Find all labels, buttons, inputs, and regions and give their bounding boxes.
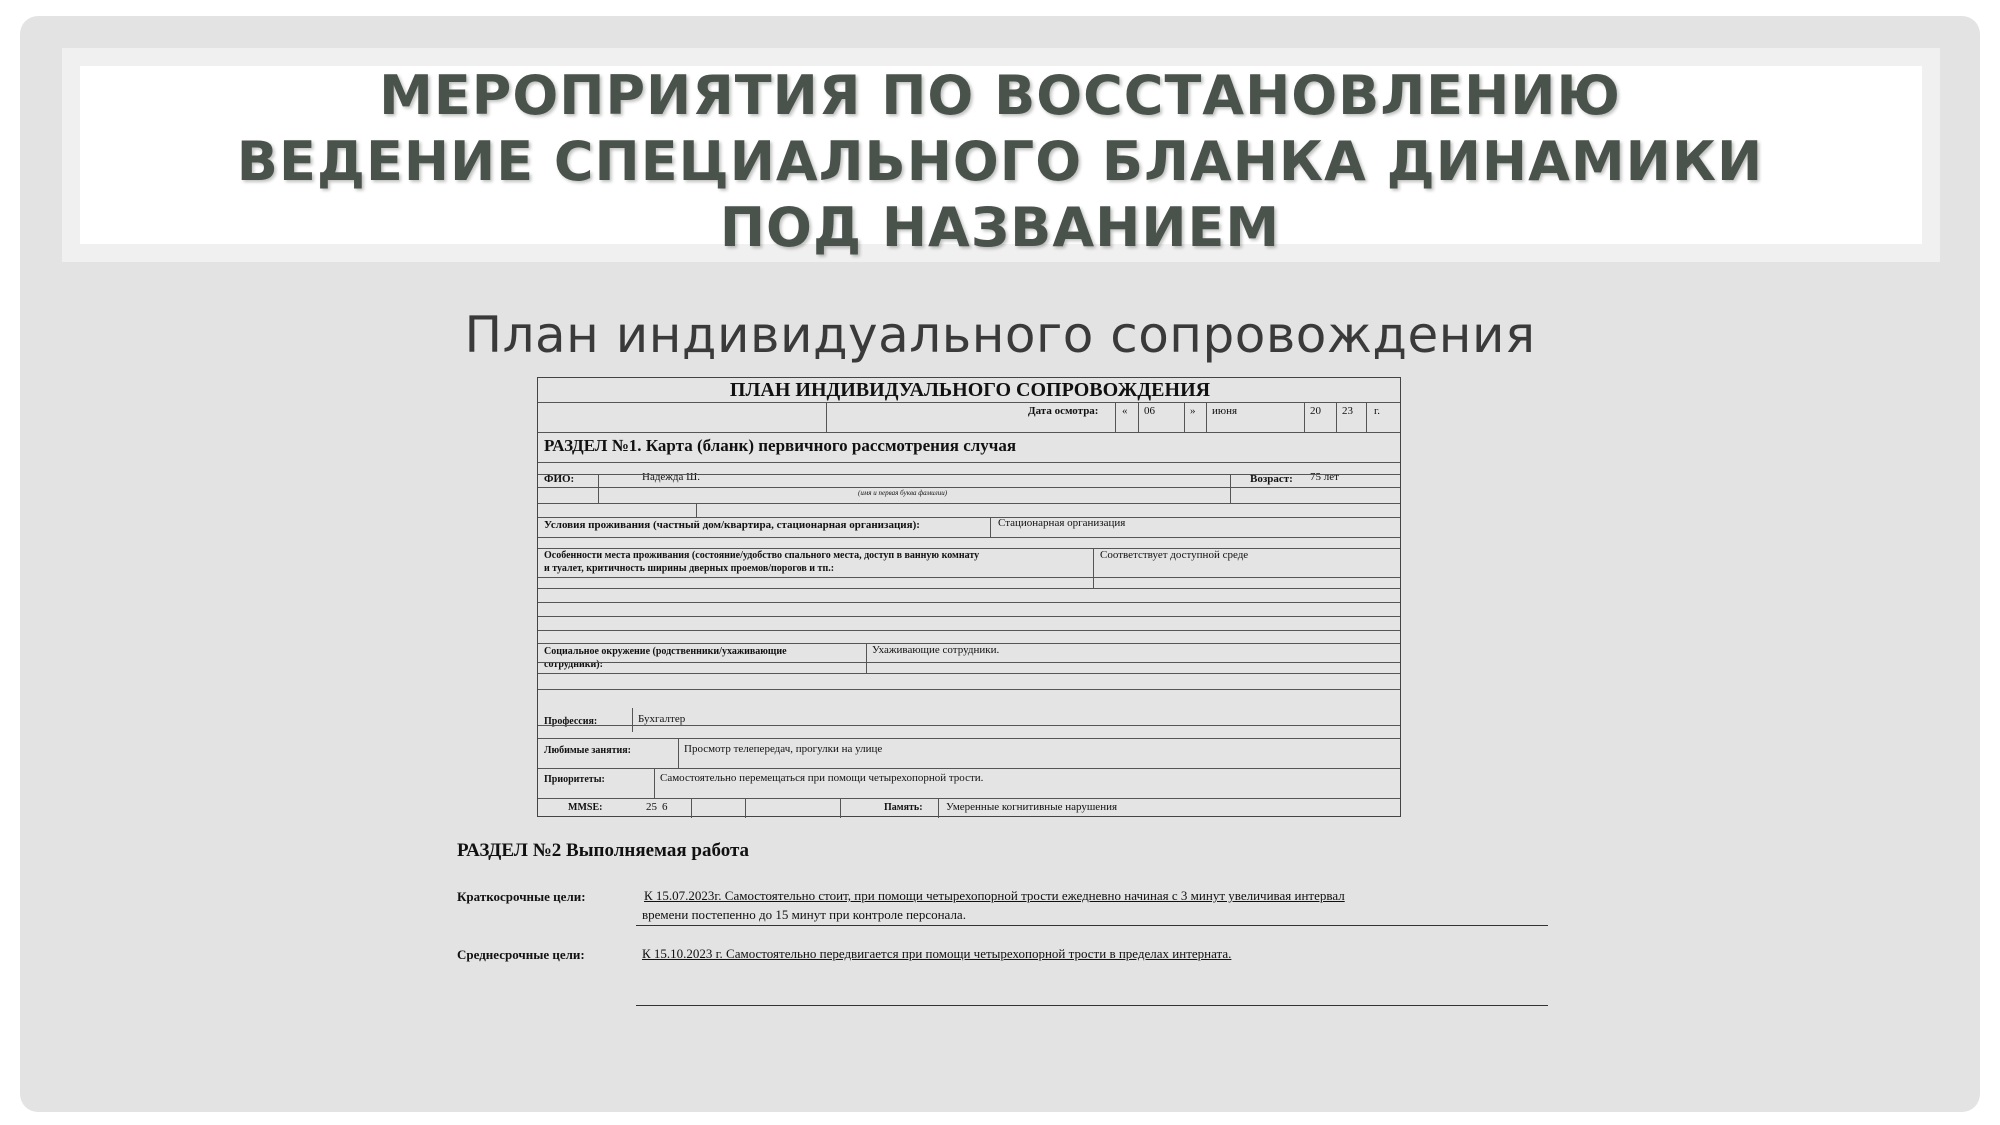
mmse-label: MMSE: bbox=[568, 802, 603, 813]
living-label: Условия проживания (частный дом/квартира, стационарная организация): bbox=[544, 519, 920, 531]
date-month: июня bbox=[1212, 405, 1238, 417]
slide bbox=[20, 16, 1980, 1112]
date-year-suffix: г. bbox=[1374, 405, 1381, 417]
short-term-line-1: К 15.07.2023г. Самостоятельно стоит, при помощи четырехопорной трости ежедневно начиная с 3 минут увеличивая интервал bbox=[644, 888, 1345, 903]
title-line-3: ПОД НАЗВАНИЕМ bbox=[719, 196, 1281, 259]
title-line-2: ВЕДЕНИЕ СПЕЦИАЛЬНОГО БЛАНКА ДИНАМИКИ bbox=[236, 130, 1764, 193]
priorities-label: Приоритеты: bbox=[544, 774, 605, 785]
date-day: 06 bbox=[1144, 405, 1155, 417]
features-label-2: и туалет, критичность ширины дверных проемов/порогов и тп.: bbox=[544, 563, 835, 574]
living-value: Стационарная организация bbox=[998, 517, 1126, 529]
fio-value: Надежда Ш. bbox=[642, 471, 700, 483]
features-value: Соответствует доступной среде bbox=[1100, 549, 1249, 561]
social-label-2: сотрудники): bbox=[544, 659, 603, 670]
fio-hint: (имя и первая буква фамилии) bbox=[858, 489, 948, 497]
profession-value: Бухгалтер bbox=[638, 713, 686, 725]
priorities-value: Самостоятельно перемещаться при помощи четырехопорной трости. bbox=[660, 772, 984, 784]
date-open-quote: « bbox=[1122, 405, 1128, 417]
memory-label: Память: bbox=[884, 802, 923, 813]
hobbies-value: Просмотр телепередач, прогулки на улице bbox=[684, 743, 883, 755]
fio-label: ФИО: bbox=[544, 473, 575, 485]
mmse-value-a: 25 bbox=[646, 801, 657, 813]
date-label: Дата осмотра: bbox=[1028, 405, 1099, 417]
date-close-quote: » bbox=[1190, 405, 1196, 417]
assessment-form bbox=[537, 377, 1401, 817]
social-label-1: Социальное окружение (родственники/ухаживающие bbox=[544, 646, 787, 657]
title-line-1: МЕРОПРИЯТИЯ ПО ВОССТАНОВЛЕНИЮ bbox=[379, 64, 1621, 127]
age-value: 75 лет bbox=[1310, 471, 1339, 483]
subtitle: План индивидуального сопровождения bbox=[464, 306, 1536, 364]
short-term-underline bbox=[636, 925, 1548, 926]
mid-term-line-1: К 15.10.2023 г. Самостоятельно передвигается при помощи четырехопорной трости в пределах интерната. bbox=[642, 946, 1232, 961]
short-term-line-2: времени постепенно до 15 минут при контроле персонала. bbox=[642, 907, 966, 922]
social-value: Ухаживающие сотрудники. bbox=[872, 644, 1000, 656]
form-heading: ПЛАН ИНДИВИДУАЛЬНОГО СОПРОВОЖДЕНИЯ bbox=[729, 379, 1211, 401]
date-year-b: 23 bbox=[1342, 405, 1353, 417]
mmse-value-b: 6 bbox=[662, 801, 668, 813]
date-year-a: 20 bbox=[1310, 405, 1321, 417]
hobbies-label: Любимые занятия: bbox=[544, 745, 632, 756]
short-term-label: Краткосрочные цели: bbox=[457, 889, 586, 904]
profession-label: Профессия: bbox=[544, 716, 598, 727]
features-label-1: Особенности места проживания (состояние/удобство спального места, доступ в ванную комнату bbox=[544, 550, 980, 561]
section1-title: РАЗДЕЛ №1. Карта (бланк) первичного рассмотрения случая bbox=[544, 436, 1017, 455]
mid-term-label: Среднесрочные цели: bbox=[457, 947, 585, 962]
age-label: Возраст: bbox=[1250, 473, 1293, 485]
memory-value: Умеренные когнитивные нарушения bbox=[946, 801, 1118, 813]
mid-term-underline bbox=[636, 1005, 1548, 1006]
section2-title: РАЗДЕЛ №2 Выполняемая работа bbox=[457, 840, 750, 861]
